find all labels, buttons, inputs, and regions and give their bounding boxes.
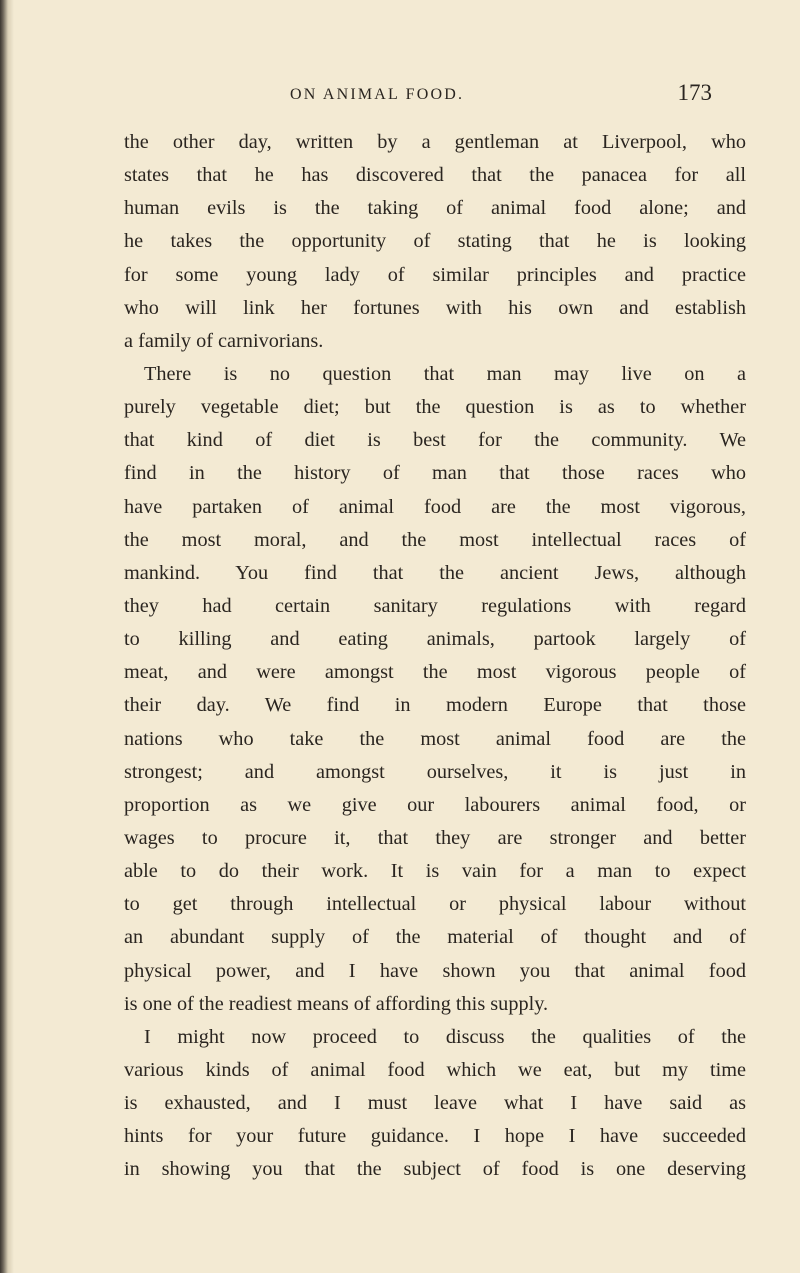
text-line: the most moral, and the most intellectual races of — [124, 528, 746, 551]
text-line: hints for your future guidance. I hope I have succeeded — [124, 1125, 746, 1148]
page-binding-edge — [0, 0, 14, 1273]
text-line: have partaken of animal food are the most vigorous, — [124, 495, 746, 518]
text-line: who will link her fortunes with his own and establish — [124, 296, 746, 319]
text-line: the other day, written by a gentleman at Liverpool, who — [124, 131, 746, 153]
text-line: physical power, and I have shown you that animal food — [124, 959, 746, 982]
text-line: strongest; and amongst ourselves, it is just in — [124, 760, 746, 783]
text-line: is one of the readiest means of affording this supply. — [124, 992, 549, 1015]
text-line: human evils is the taking of animal food alone; and — [124, 197, 746, 220]
text-line: in showing you that the subject of food is one deserving — [124, 1158, 746, 1181]
text-line: purely vegetable diet; but the question is as to whether — [124, 396, 746, 419]
text-line: is exhausted, and I must leave what I have said as — [124, 1092, 746, 1115]
text-line: various kinds of animal food which we eat, but my time — [124, 1058, 746, 1081]
page-header — [290, 80, 740, 116]
text-line: an abundant supply of the material of thought and of — [124, 926, 746, 949]
text-line: find in the history of man that those races who — [124, 462, 746, 485]
text-line: that kind of diet is best for the community. We — [124, 429, 746, 452]
paragraph — [124, 1021, 746, 1187]
text-line: nations who take the most animal food are the — [124, 727, 746, 750]
text-line: able to do their work. It is vain for a man to expect — [124, 860, 746, 883]
text-line: their day. We find in modern Europe that those — [124, 694, 746, 717]
text-line: There is no question that man may live on a — [144, 362, 746, 385]
text-line: a family of carnivorians. — [124, 329, 324, 352]
text-line: proportion as we give our labourers animal food, or — [124, 793, 746, 816]
text-line: they had certain sanitary regulations with regard — [124, 594, 746, 617]
text-line: I might now proceed to discuss the qualities of the — [144, 1025, 746, 1048]
text-line: meat, and were amongst the most vigorous people of — [124, 661, 746, 684]
body-text — [124, 126, 746, 1187]
paragraph — [124, 126, 746, 358]
text-line: mankind. You find that the ancient Jews, although — [124, 561, 746, 584]
text-line: he takes the opportunity of stating that he is looking — [124, 230, 746, 253]
page-number: 173 — [677, 80, 712, 105]
paragraph — [124, 358, 746, 1021]
running-head: ON ANIMAL FOOD. — [290, 86, 465, 103]
text-line: states that he has discovered that the panacea for all — [124, 164, 746, 187]
text-line: to get through intellectual or physical labour without — [124, 893, 746, 916]
text-line: to killing and eating animals, partook largely of — [124, 628, 746, 651]
text-line: wages to procure it, that they are stronger and better — [124, 826, 746, 849]
text-line: for some young lady of similar principles and practice — [124, 263, 746, 286]
